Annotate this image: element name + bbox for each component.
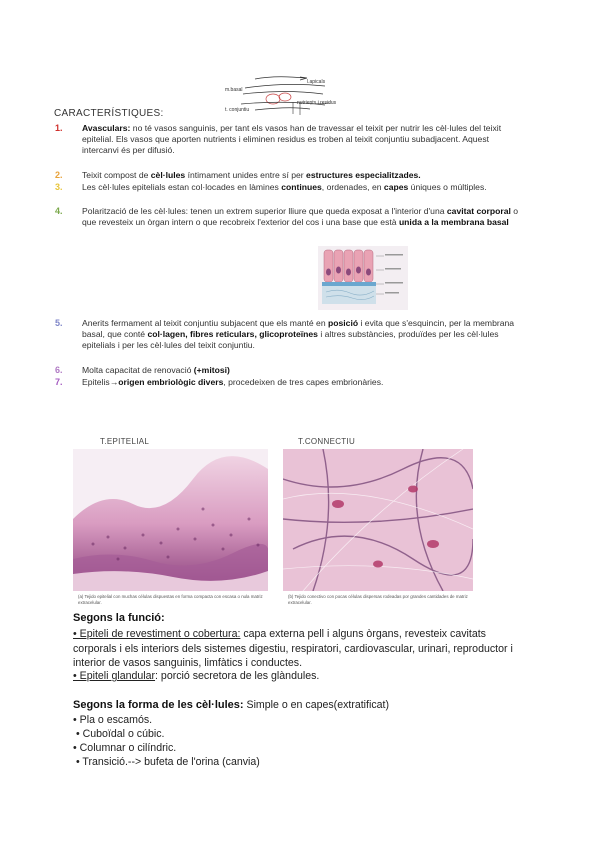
shape-item-columnar: • Columnar o cilíndric. [73, 742, 177, 754]
item-bold: Avasculars: [82, 123, 131, 133]
characteristic-item-7 [55, 377, 522, 388]
shape-section-subtitle: Simple o en capes(extratificat) [243, 699, 389, 711]
item-text: Polarització de les cèl·lules: tenen un extrem superior lliure que queda exposat a l'interior d'una [82, 206, 447, 216]
item-text: i altres substàncies, produïdes per les cèl·lules epitelials i per les cèl·lules del teixit conjuntiu. [82, 329, 499, 351]
hand-sketch [215, 72, 375, 122]
epitelial-caption: (a) Tejido epitelial con muchas células dispuestas en forma compacta con escasa o nula matriz extracelular. [78, 594, 263, 605]
item-bold: cèl·lules [150, 170, 186, 180]
revestiment-text: capa externa pell i alguns òrgans, revesteix cavitats corporals i els interiors dels sistemes digestiu, respiratori, cardiovascular, urinari, reproductor i interior de vasos sanguinis, limfàtics i conductes. [73, 628, 513, 669]
item-number: 2. [55, 170, 63, 180]
sketch-drawing [215, 72, 375, 122]
item-text: no té vasos sanguinis, per tant els vasos han de travessar el teixit per nutrir les cèl·lules del teixit epitelial. Els vasos que aporten nutrients i eliminen residus es troben al teixit conjuntiu subadjacent. Aquest intercanvi és per difusió. [82, 123, 502, 156]
characteristics-heading: CARACTERÍSTIQUES: [54, 108, 164, 119]
shape-section-heading [73, 698, 528, 713]
epitelial-micrograph-image [73, 449, 268, 591]
item-bold: estructures especialitzades. [306, 170, 421, 180]
sketch-label-nutrients: nutrients i residus [297, 100, 337, 106]
item-text: úniques o múltiples. [408, 182, 487, 192]
item-bold: origen embriològic divers [118, 377, 224, 387]
item-number: 4. [55, 206, 63, 216]
function-revestiment [73, 627, 528, 671]
connectiu-micrograph-image [283, 449, 473, 591]
item-number: 3. [55, 182, 63, 192]
characteristic-item-2 [55, 170, 522, 181]
epitelial-micrograph [73, 449, 268, 591]
epitelial-title: T.EPITELIAL [100, 437, 150, 446]
item-text: íntimament unides entre sí per [185, 170, 307, 180]
item-number: 7. [55, 377, 63, 387]
item-text: , procedeixen de tres capes embrionàries. [223, 377, 384, 387]
item-text: , ordenades, en [321, 182, 384, 192]
characteristic-item-1 [55, 123, 522, 157]
item-text: i evita que s'esquincin, per la membrana basal, que conté [82, 318, 515, 340]
item-text: Teixit compost de [82, 170, 151, 180]
item-text: Les cèl·lules epitelials estan col·locades en làmines [82, 182, 282, 192]
characteristic-item-5 [55, 318, 522, 352]
connectiu-title: T.CONNECTIU [298, 437, 356, 446]
characteristic-item-3 [55, 182, 522, 193]
item-bold: unida a la membrana basal [398, 217, 509, 228]
shape-section-title: Segons la forma de les cèl·lules: [73, 699, 244, 711]
sketch-label-conjuntiu: t. conjuntiu [225, 107, 250, 113]
function-glandular [73, 669, 528, 684]
item-number: 5. [55, 318, 63, 328]
item-text: Epitelis→ [82, 377, 119, 387]
shape-item-pla: • Pla o escamós. [73, 714, 153, 726]
shape-item-cuboidal: • Cuboïdal o cúbic. [73, 728, 165, 740]
item-bold: cavitat corporal [446, 206, 511, 216]
glandular-text: : porció secretora de les glàndules. [155, 670, 320, 682]
characteristic-item-4 [55, 206, 522, 228]
item-text: Molta capacitat de renovació [82, 365, 194, 375]
item-text: o que revesteix un òrgan intern o que recobreix l'exterior del cos i una base que està [82, 206, 519, 228]
shape-item-transicio: • Transició.--> bufeta de l'orina (canvia) [73, 756, 260, 768]
item-bold: posició [328, 318, 359, 328]
epithelium-diagram [318, 246, 408, 310]
item-bold: col·lagen, fibres reticulars, glicoproteïnes [147, 329, 318, 340]
glandular-label: • Epiteli glandular [73, 670, 156, 682]
item-bold: capes [383, 182, 409, 192]
item-number: 6. [55, 365, 63, 375]
item-bold: (+mitosi) [193, 365, 230, 375]
sketch-label-apical: l.apicals [307, 79, 326, 85]
connectiu-micrograph [283, 449, 473, 591]
item-bold: continues [281, 182, 322, 192]
revestiment-label: • Epiteli de revestiment o cobertura: [73, 628, 241, 640]
item-number: 1. [55, 123, 63, 133]
characteristic-item-6 [55, 365, 522, 376]
item-text: Anerits fermament al teixit conjuntiu subjacent que els manté en [82, 318, 329, 328]
epithelium-diagram-image [318, 246, 408, 310]
sketch-label-basal: m.basal [225, 87, 243, 93]
connectiu-caption: (b) Tejido conectivo con pocas células dispersas rodeadas por grandes cantidades de matriz extracelular. [288, 594, 468, 605]
function-section-title: Segons la funció: [73, 612, 165, 624]
